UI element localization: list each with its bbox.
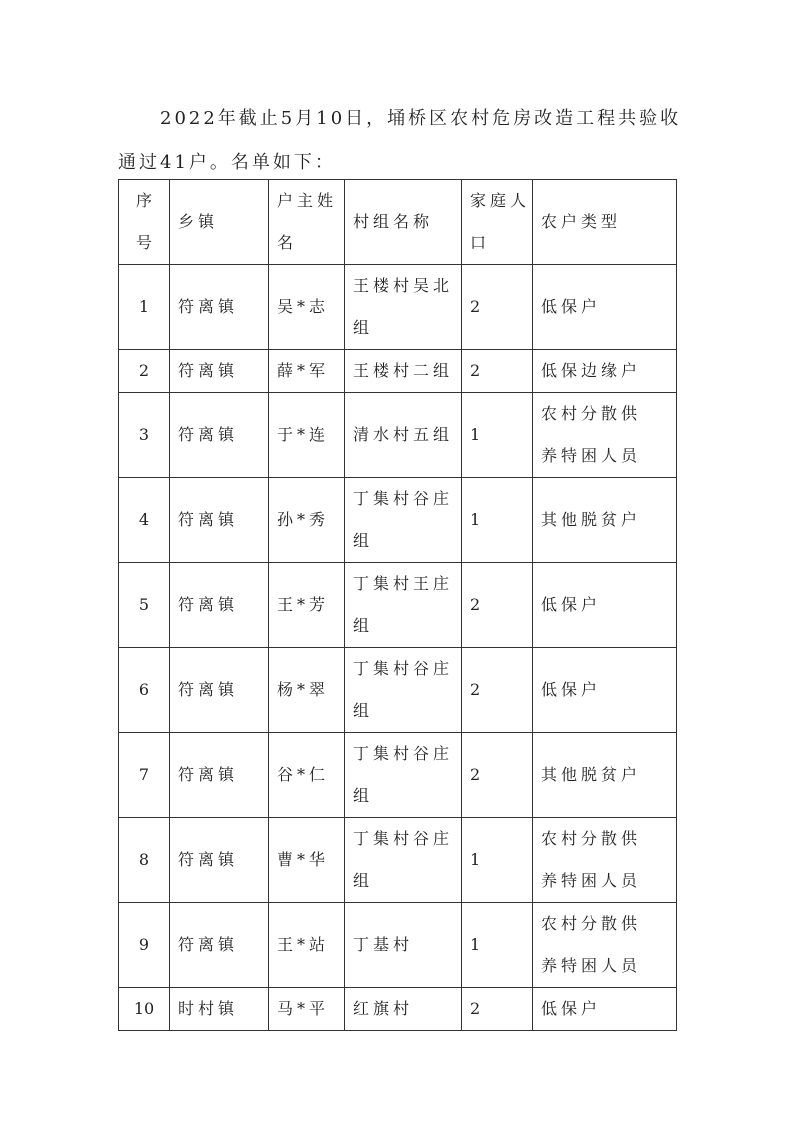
cell-text: 丁集村谷庄组	[353, 659, 454, 720]
table-cell	[345, 903, 462, 988]
cell-text: 2	[470, 297, 485, 316]
cell-text: 农村分散供养特困人员	[541, 404, 642, 465]
table-cell	[462, 350, 533, 393]
header-cell	[345, 180, 462, 265]
cell-text: 低保户	[541, 999, 602, 1018]
table-row	[119, 265, 677, 350]
cell-text: 农村分散供养特困人员	[541, 914, 642, 975]
table-row	[119, 903, 677, 988]
table-cell	[119, 393, 170, 478]
table-row	[119, 393, 677, 478]
table-cell	[170, 265, 269, 350]
cell-text: 王*站	[277, 935, 330, 954]
table-cell	[462, 393, 533, 478]
table-cell	[269, 265, 345, 350]
table-row	[119, 733, 677, 818]
cell-text: 杨*翠	[277, 680, 330, 699]
table-cell	[345, 988, 462, 1031]
cell-text: 时村镇	[178, 999, 239, 1018]
table-cell	[269, 903, 345, 988]
table-cell	[533, 563, 677, 648]
cell-text: 马*平	[277, 999, 330, 1018]
table-header-row	[119, 180, 677, 265]
table-cell	[533, 350, 677, 393]
header-label: 农户类型	[541, 212, 622, 231]
table-cell	[533, 903, 677, 988]
table-cell	[345, 563, 462, 648]
table-cell	[533, 818, 677, 903]
table-cell	[462, 903, 533, 988]
cell-text: 吴*志	[277, 297, 330, 316]
cell-text: 丁集村谷庄组	[353, 744, 454, 805]
cell-text: 低保边缘户	[541, 361, 642, 380]
table-cell	[462, 265, 533, 350]
table-cell	[170, 478, 269, 563]
table-cell	[170, 818, 269, 903]
header-cell	[119, 180, 170, 265]
table-cell	[170, 988, 269, 1031]
cell-text: 7	[138, 765, 150, 784]
table-cell	[119, 818, 170, 903]
cell-text: 1	[470, 510, 485, 529]
header-cell	[269, 180, 345, 265]
cell-text: 1	[470, 850, 485, 869]
household-table	[118, 179, 677, 1031]
cell-text: 2	[470, 680, 485, 699]
header-label: 乡镇	[178, 212, 219, 231]
table-cell	[119, 265, 170, 350]
table-cell	[533, 648, 677, 733]
cell-text: 丁基村	[353, 935, 414, 954]
cell-text: 2	[470, 595, 485, 614]
table-cell	[170, 350, 269, 393]
table-cell	[462, 648, 533, 733]
table-cell	[170, 648, 269, 733]
table-cell	[119, 350, 170, 393]
table-cell	[345, 393, 462, 478]
cell-text: 符离镇	[178, 850, 239, 869]
table-cell	[119, 563, 170, 648]
cell-text: 其他脱贫户	[541, 765, 642, 784]
table-row	[119, 563, 677, 648]
cell-text: 丁集村王庄组	[353, 574, 454, 635]
table-cell	[269, 393, 345, 478]
table-cell	[170, 733, 269, 818]
table-cell	[533, 393, 677, 478]
table-cell	[269, 733, 345, 818]
header-cell	[533, 180, 677, 265]
table-cell	[119, 988, 170, 1031]
table-cell	[269, 988, 345, 1031]
cell-text: 2	[470, 765, 485, 784]
cell-text: 9	[138, 935, 150, 954]
table-row	[119, 478, 677, 563]
table-row	[119, 350, 677, 393]
table-row	[119, 988, 677, 1031]
header-label: 序号	[135, 191, 152, 252]
table-cell	[119, 903, 170, 988]
cell-text: 5	[138, 595, 150, 614]
table-cell	[170, 563, 269, 648]
table-cell	[533, 988, 677, 1031]
cell-text: 2	[138, 361, 150, 380]
cell-text: 1	[470, 425, 485, 444]
cell-text: 10	[133, 999, 155, 1018]
cell-text: 符离镇	[178, 935, 239, 954]
cell-text: 红旗村	[353, 999, 414, 1018]
table-cell	[533, 733, 677, 818]
table-cell	[269, 350, 345, 393]
table-cell	[269, 478, 345, 563]
cell-text: 符离镇	[178, 510, 239, 529]
cell-text: 符离镇	[178, 765, 239, 784]
cell-text: 其他脱贫户	[541, 510, 642, 529]
cell-text: 3	[138, 425, 150, 444]
table-cell	[345, 818, 462, 903]
cell-text: 谷*仁	[277, 765, 330, 784]
cell-text: 薛*军	[277, 361, 330, 380]
cell-text: 6	[138, 680, 150, 699]
cell-text: 丁集村谷庄组	[353, 829, 454, 890]
table-cell	[533, 478, 677, 563]
cell-text: 符离镇	[178, 297, 239, 316]
table-cell	[462, 818, 533, 903]
table-cell	[269, 648, 345, 733]
table-cell	[119, 733, 170, 818]
cell-text: 丁集村谷庄组	[353, 489, 454, 550]
cell-text: 1	[470, 935, 485, 954]
cell-text: 4	[138, 510, 150, 529]
table-cell	[170, 903, 269, 988]
table-cell	[533, 265, 677, 350]
table-cell	[170, 393, 269, 478]
table-cell	[462, 733, 533, 818]
table-cell	[269, 563, 345, 648]
cell-text: 8	[138, 850, 150, 869]
cell-text: 低保户	[541, 595, 602, 614]
intro-paragraph: 2022年截止5月10日，埇桥区农村危房改造工程共验收通过41户。名单如下：	[118, 108, 682, 173]
header-label: 家庭人口	[470, 191, 531, 252]
cell-text: 2	[470, 999, 485, 1018]
cell-text: 清水村五组	[353, 425, 454, 444]
cell-text: 1	[138, 297, 150, 316]
table-cell	[462, 478, 533, 563]
table-cell	[345, 478, 462, 563]
cell-text: 农村分散供养特困人员	[541, 829, 642, 890]
table-cell	[119, 478, 170, 563]
cell-text: 王楼村吴北组	[353, 276, 454, 337]
cell-text: 符离镇	[178, 680, 239, 699]
cell-text: 曹*华	[277, 850, 330, 869]
cell-text: 王楼村二组	[353, 361, 454, 380]
table-cell	[345, 648, 462, 733]
cell-text: 符离镇	[178, 425, 239, 444]
header-label: 户主姓名	[277, 191, 338, 252]
header-cell	[170, 180, 269, 265]
table-row	[119, 818, 677, 903]
cell-text: 符离镇	[178, 361, 239, 380]
table-cell	[462, 988, 533, 1031]
table-row	[119, 648, 677, 733]
cell-text: 于*连	[277, 425, 330, 444]
table-cell	[119, 648, 170, 733]
header-cell	[462, 180, 533, 265]
table-cell	[462, 563, 533, 648]
table-cell	[345, 265, 462, 350]
cell-text: 孙*秀	[277, 510, 330, 529]
table-cell	[269, 818, 345, 903]
header-label: 村组名称	[353, 212, 434, 231]
cell-text: 符离镇	[178, 595, 239, 614]
cell-text: 2	[470, 361, 485, 380]
table-cell	[345, 350, 462, 393]
table-cell	[345, 733, 462, 818]
cell-text: 低保户	[541, 297, 602, 316]
cell-text: 低保户	[541, 680, 602, 699]
cell-text: 王*芳	[277, 595, 330, 614]
